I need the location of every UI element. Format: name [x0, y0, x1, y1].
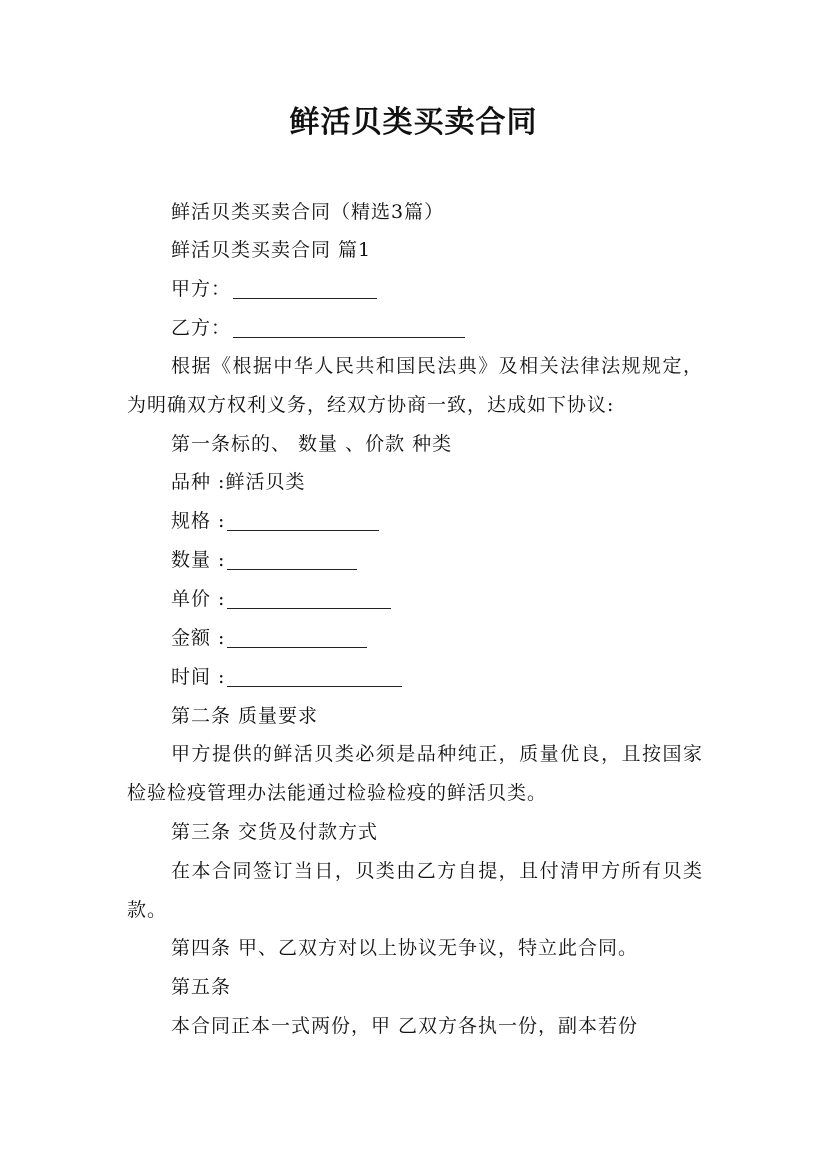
document-title: 鲜活贝类买卖合同 [289, 105, 538, 140]
amount-line [127, 619, 703, 658]
article-1-heading: 第一条标的、 数量 、价款 种类 [171, 433, 453, 455]
quantity-blank [227, 549, 357, 570]
amount-label: 金额 : [171, 627, 226, 649]
subtitle: 鲜活贝类买卖合同（精选3篇） [171, 201, 445, 223]
unit-price-line [127, 580, 703, 619]
basis-paragraph: 根据《根据中华人民共和国民法典》及相关法律法规规定，为明确双方权利义务，经双方协商一致，达成如下协议: [127, 355, 703, 416]
article-3-heading: 第三条 交货及付款方式 [171, 821, 379, 843]
party-a-blank [233, 278, 377, 299]
party-a-line [127, 270, 703, 309]
quality-paragraph: 甲方提供的鲜活贝类必须是品种纯正，质量优良，且按国家检验检疫管理办法能通过检验检疫的鲜活贝类。 [127, 743, 703, 804]
quantity-line [127, 541, 703, 580]
article-2-heading: 第二条 质量要求 [171, 705, 319, 727]
article-4-paragraph: 第四条 甲、乙双方对以上协议无争议，特立此合同。 [171, 937, 639, 959]
delivery-paragraph: 在本合同签订当日，贝类由乙方自提，且付清甲方所有贝类款。 [127, 860, 703, 921]
time-blank [227, 666, 402, 687]
amount-blank [227, 627, 367, 648]
time-label: 时间 : [171, 666, 226, 688]
party-b-line [127, 309, 703, 348]
spec-line [127, 502, 703, 541]
party-b-label: 乙方： [171, 317, 232, 339]
variety-line: 品种 :鲜活贝类 [171, 471, 306, 493]
part-heading: 鲜活贝类买卖合同 篇1 [171, 239, 372, 261]
time-line [127, 658, 703, 697]
party-a-label: 甲方： [171, 278, 232, 300]
unit-price-blank [227, 588, 391, 609]
article-5-heading: 第五条 [171, 976, 232, 998]
copies-paragraph: 本合同正本一式两份，甲 乙双方各执一份，副本若份 [171, 1015, 639, 1037]
spec-label: 规格 : [171, 510, 226, 532]
spec-blank [227, 510, 379, 531]
party-b-blank [233, 317, 465, 338]
unit-price-label: 单价 : [171, 588, 226, 610]
quantity-label: 数量 : [171, 549, 226, 571]
